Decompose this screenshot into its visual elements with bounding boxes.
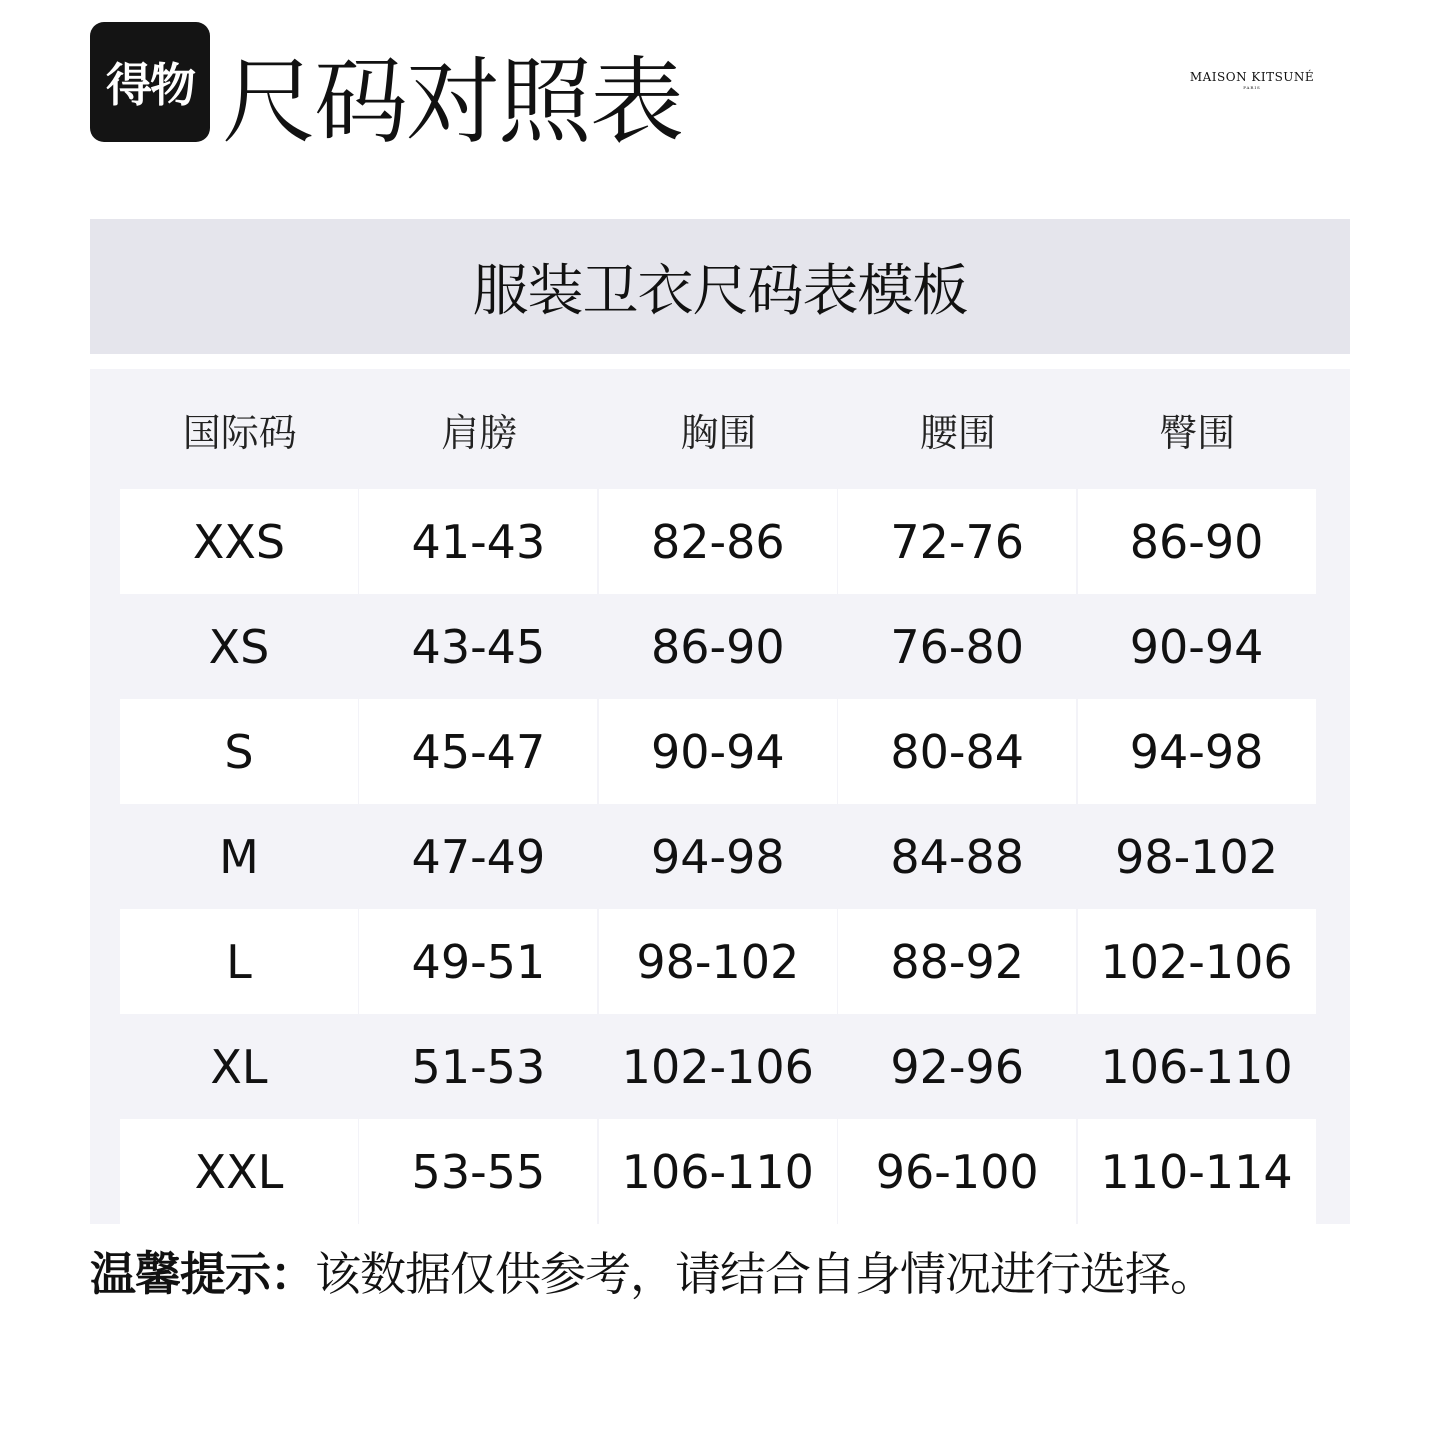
column-header-intl-size: 国际码 xyxy=(182,410,297,455)
table-row xyxy=(120,804,1317,909)
table-cell: 106-110 xyxy=(1078,1014,1316,1119)
table-cell: 96-100 xyxy=(838,1119,1076,1224)
brand-city: PARIS xyxy=(1243,85,1261,90)
table-header-row xyxy=(120,369,1317,489)
table-row xyxy=(120,594,1317,699)
table-row xyxy=(120,489,1317,594)
table-cell: 94-98 xyxy=(599,804,837,909)
table-cell: XL xyxy=(120,1014,358,1119)
dewu-logo xyxy=(90,22,210,142)
table-cell: 98-102 xyxy=(1078,804,1316,909)
table-cell: 49-51 xyxy=(359,909,597,1014)
table-cell: 86-90 xyxy=(1078,489,1316,594)
table-cell: 90-94 xyxy=(599,699,837,804)
table-cell: XS xyxy=(120,594,358,699)
table-cell: 80-84 xyxy=(838,699,1076,804)
table-cell: 41-43 xyxy=(359,489,597,594)
logo-text: 得物 xyxy=(106,58,194,112)
table-cell: 90-94 xyxy=(1078,594,1316,699)
column-header-hip: 臀围 xyxy=(1159,410,1236,455)
table-row xyxy=(120,1119,1317,1224)
table-row xyxy=(120,699,1317,804)
tip-text: 该数据仅供参考，请结合自身情况进行选择。 xyxy=(315,1247,1215,1301)
column-header-waist: 腰围 xyxy=(919,410,996,455)
table-row xyxy=(120,909,1317,1014)
table-cell: XXS xyxy=(120,489,358,594)
table-cell: 43-45 xyxy=(359,594,597,699)
size-table xyxy=(90,369,1350,1224)
table-cell: 76-80 xyxy=(838,594,1076,699)
table-cell: 47-49 xyxy=(359,804,597,909)
table-cell: 110-114 xyxy=(1078,1119,1316,1224)
footer-tip xyxy=(90,1242,1215,1306)
brand-logo xyxy=(1180,70,1324,90)
table-cell: 86-90 xyxy=(599,594,837,699)
table-cell: M xyxy=(120,804,358,909)
table-cell: 92-96 xyxy=(838,1014,1076,1119)
table-cell: 102-106 xyxy=(599,1014,837,1119)
column-header-chest: 胸围 xyxy=(680,410,757,455)
table-cell: 102-106 xyxy=(1078,909,1316,1014)
table-cell: XXL xyxy=(120,1119,358,1224)
table-cell: 82-86 xyxy=(599,489,837,594)
table-cell: 106-110 xyxy=(599,1119,837,1224)
table-cell: 94-98 xyxy=(1078,699,1316,804)
table-cell: 72-76 xyxy=(838,489,1076,594)
brand-name: MAISON KITSUNÉ xyxy=(1189,70,1315,84)
column-header-shoulder: 肩膀 xyxy=(441,410,518,455)
table-cell: 98-102 xyxy=(599,909,837,1014)
table-cell: 51-53 xyxy=(359,1014,597,1119)
table-cell: 45-47 xyxy=(359,699,597,804)
table-cell: S xyxy=(120,699,358,804)
table-cell: 84-88 xyxy=(838,804,1076,909)
page-title: 尺码对照表 xyxy=(222,48,683,157)
table-cell: L xyxy=(120,909,358,1014)
table-title: 服装卫衣尺码表模板 xyxy=(90,219,1350,354)
table-body xyxy=(120,489,1317,1224)
tip-label: 温馨提示： xyxy=(90,1247,315,1301)
table-cell: 88-92 xyxy=(838,909,1076,1014)
table-cell: 53-55 xyxy=(359,1119,597,1224)
table-row xyxy=(120,1014,1317,1119)
